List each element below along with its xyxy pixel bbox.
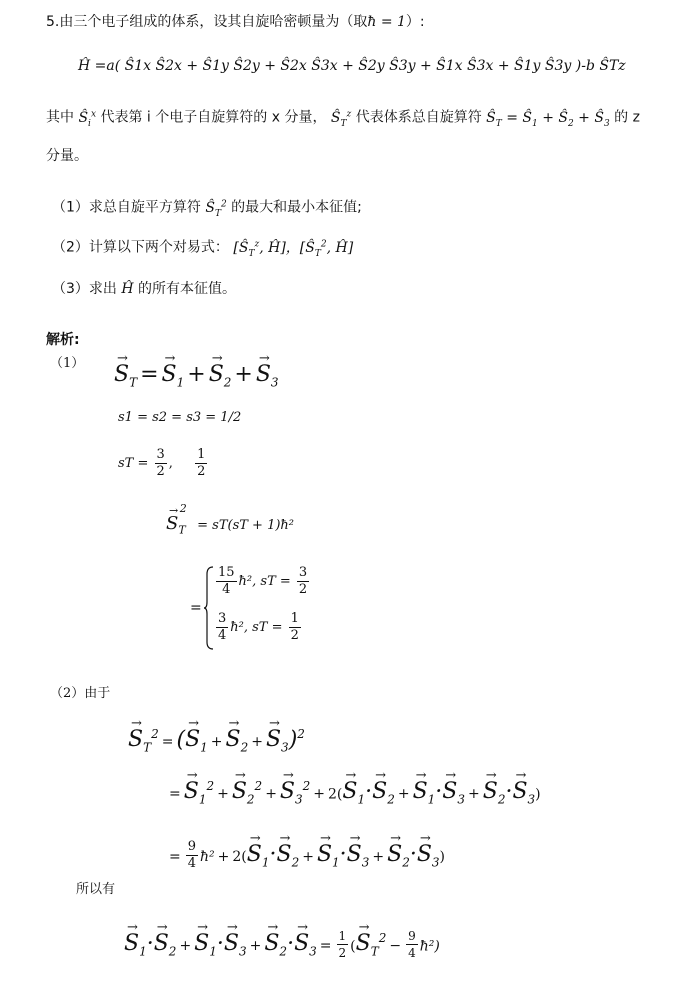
commutators: [$Ŝ_T^z$, Ĥ]，[$Ŝ_T^2$, Ĥ] (233, 239, 354, 259)
intro-text: 5.由三个电子组成的体系，设其自旋哈密顿量为（取 (46, 14, 368, 30)
si-x-symbol: $Ŝ_i^x$ (78, 109, 97, 129)
q3-text: （3）求出 (52, 281, 117, 297)
st2-expanded-terms: =→ $S_1^2+\to S_2^2+\to S_3^2+ 2(\to S_1\cdot\to S_2 +\to S_1\cdot\to S_3 +\to S_2\cdot\to S_3)$ (166, 770, 541, 816)
problem-intro (46, 12, 425, 32)
case1-num: 15 (218, 565, 235, 580)
case2-val-num: 1 (290, 611, 299, 626)
question-2 (52, 234, 353, 263)
case2-val-den: 2 (290, 628, 299, 643)
st-val2-den: 2 (197, 464, 206, 479)
total-spin-values (118, 446, 209, 482)
operator-definition-cont: 分量。 (46, 148, 88, 164)
result-den: 4 (187, 855, 197, 871)
question-3 (52, 279, 236, 299)
so-label: 所以有 (76, 882, 116, 897)
case2-rest: ħ², sT = (230, 620, 283, 635)
result-num: 9 (187, 838, 197, 854)
case2-den: 4 (218, 628, 227, 643)
st-z-symbol: $Ŝ_T^z$ (330, 109, 352, 129)
case1-val-num: 3 (298, 565, 308, 580)
case1-val-den: 2 (298, 582, 308, 597)
equals-sign: = (190, 600, 202, 616)
operator-definition (46, 104, 640, 133)
question-1 (52, 194, 362, 223)
solution-heading: 解析: (46, 332, 80, 348)
where-part4: 的 z (614, 109, 640, 126)
intro-end: ）: (405, 14, 425, 30)
where-part3: 代表体系总自旋算符 (355, 109, 482, 126)
st-val1-num: 3 (156, 447, 165, 462)
part2-label: （2）由于 (50, 686, 111, 701)
q3-end: 的所有本征值。 (138, 281, 237, 297)
st-sep: , (168, 456, 173, 471)
case-2 (214, 610, 303, 646)
st-sum-symbol: $Ŝ_T$ = $Ŝ_1$ + $Ŝ_2$ + $Ŝ_3$ (486, 109, 610, 129)
half-num: 1 (338, 928, 347, 943)
case1-den: 4 (222, 582, 231, 597)
q2-text: （2）计算以下两个对易式： (52, 239, 229, 256)
dot-product-result: → $S_1\cdot\to S_2 +\to S_1\cdot\to S_3 +\to S_2\cdot\to S_3$ = $\frac{1}{2}$ (→ $S_T^2-$ $\frac{9}{4}$ ħ²) (124, 920, 440, 970)
case1-rest: ħ², sT = (238, 574, 291, 589)
hamiltonian-equation: Ĥ =a( Ŝ1x Ŝ2x + Ŝ1y Ŝ2y + Ŝ2x Ŝ3x + Ŝ2y Ŝ3y + Ŝ1x Ŝ3x + Ŝ1y Ŝ3y )-b ŜTz (78, 58, 626, 74)
q1-text: （1）求总自旋平方算符 (52, 199, 201, 216)
st-prefix: sT = (118, 456, 149, 471)
case-1 (214, 564, 311, 600)
st2-expansion: → $S_T^2=$ (→ $S_1 +\to S_2 +\to S_3)^2$ (128, 718, 305, 764)
st2-formula-text: = sT(sT + 1)ħ² (197, 518, 295, 533)
q1-end: 的最大和最小本征值; (231, 199, 362, 216)
h-symbol: Ĥ (121, 281, 134, 297)
half-den: 2 (338, 945, 347, 960)
part1-label: （1） (50, 356, 85, 371)
st2-substituted: = $\frac{9}{4}$ ħ² + $2(\to S_1\cdot\to S_2 +\to S_1\cdot\to S_3 +\to S_2\cdot\to S_3)$ (166, 838, 445, 879)
st2-eigen-formula: → $S_T^2 = sT(sT$ + 1)ħ² (166, 506, 294, 544)
where-part1: 其中 (46, 109, 74, 126)
spin-values: s1 = s2 = s3 = 1/2 (118, 410, 242, 425)
st-val2-num: 1 (197, 447, 206, 462)
hbar-eq: ħ = 1 (367, 14, 406, 30)
where-part2: 代表第 i 个电子自旋算符的 x 分量， (100, 109, 327, 126)
st2-symbol: $Ŝ_T^2$ (205, 199, 227, 219)
total-spin-sum: → $S_T =\to S_1 +\to S_2 +\to S_3$ (114, 360, 279, 397)
st-val1-den: 2 (156, 464, 165, 479)
cases-brace (204, 566, 214, 650)
case2-num: 3 (218, 611, 227, 626)
